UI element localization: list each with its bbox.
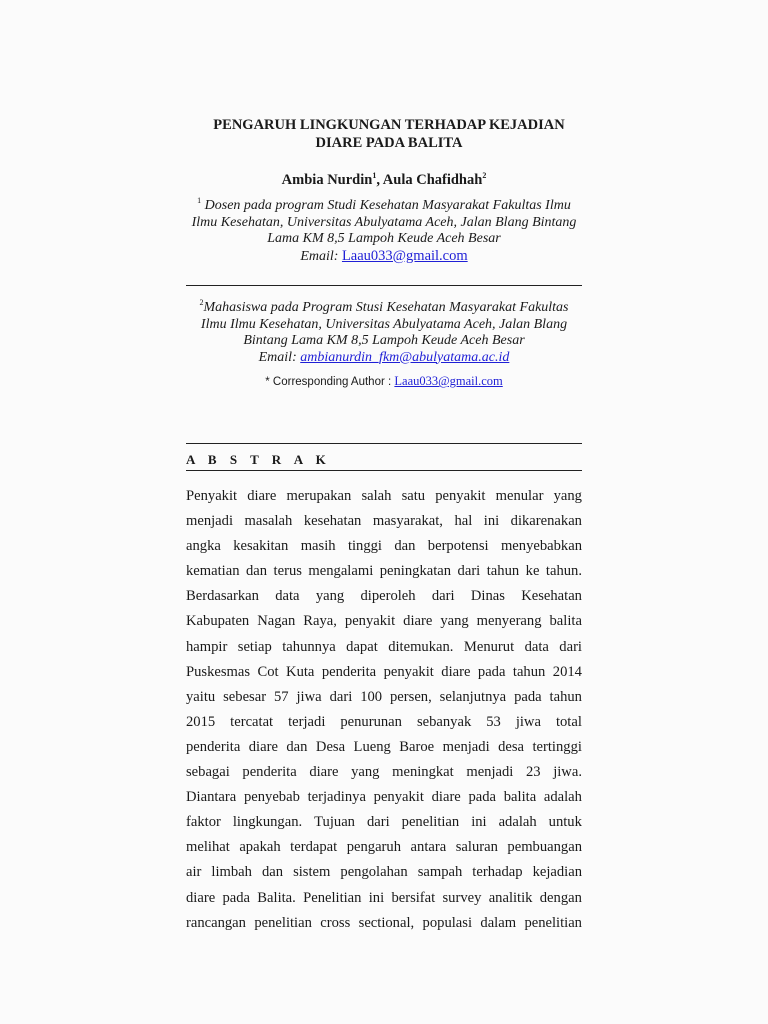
abstract-line: rancangan penelitian cross sectional, populasi dalam penelitian	[186, 914, 582, 931]
abstract-line: menjadi masalah kesehatan masyarakat, hal ini dikarenakan	[186, 513, 582, 530]
affiliation-2-email-link[interactable]: ambianurdin_fkm@abulyatama.ac.id	[300, 349, 510, 365]
divider-rule-1	[186, 285, 582, 286]
affiliation-2-line-3: Bintang Lama KM 8,5 Lampoh Keude Aceh Besar	[243, 333, 525, 348]
corresponding-author-label: * Corresponding Author :	[265, 376, 395, 388]
abstract-line: Penyakit diare merupakan salah satu penyakit menular yang	[186, 488, 582, 504]
affiliation-2	[186, 295, 582, 366]
abstract-line: Diantara penyebab terjadinya penyakit diare pada balita adalah	[186, 789, 582, 806]
abstract-line: 2015 tercatat terjadi penurunan sebanyak 53 jiwa total	[186, 713, 582, 730]
abstract-line: Kabupaten Nagan Raya, penyakit diare yang menyerang balita	[186, 613, 582, 630]
affiliation-2-line-1: Mahasiswa pada Program Stusi Kesehatan Masyarakat Fakultas	[203, 300, 569, 315]
author-1: Ambia Nurdin	[281, 172, 373, 188]
abstract-line: penderita diare dan Desa Lueng Baroe menjadi desa tertinggi	[186, 738, 582, 755]
divider-rule-3	[186, 470, 582, 471]
abstract-heading: A B S T R A K	[186, 452, 331, 467]
title-line-1: PENGARUH LINGKUNGAN TERHADAP KEJADIAN	[213, 117, 565, 133]
abstract-line: Puskesmas Cot Kuta penderita penyakit diare pada tahun 2014	[186, 663, 582, 680]
author-separator: ,	[376, 172, 383, 188]
abstract-line: diare pada Balita. Penelitian ini bersifat survey analitik dengan	[186, 889, 582, 906]
author-1-sup: 1	[372, 171, 377, 180]
affiliation-1-line-2: Ilmu Kesehatan, Universitas Abulyatama Aceh, Jalan Blang Bintang	[191, 214, 577, 230]
abstract-line: faktor lingkungan. Tujuan dari penelitian ini adalah untuk	[186, 814, 582, 831]
corresponding-author-email-link[interactable]: Laau033@gmail.com	[394, 374, 503, 388]
affiliation-1-line-1: Dosen pada program Studi Kesehatan Masyarakat Fakultas Ilmu	[204, 198, 571, 213]
author-2-sup: 2	[482, 171, 487, 180]
abstract-line: yaitu sebesar 57 jiwa dari 100 persen, selanjutnya pada tahun	[186, 688, 582, 705]
abstract-body	[186, 484, 582, 936]
affiliation-1-sup: 1	[197, 196, 202, 205]
author-2: Aula Chafidhah	[382, 172, 483, 188]
abstract-line: air limbah dan sistem pengolahan sampah terhadap kejadian	[186, 864, 582, 881]
divider-rule-2	[186, 443, 582, 444]
paper-title	[186, 116, 592, 152]
affiliation-1-email-link[interactable]: Laau033@gmail.com	[341, 247, 468, 264]
abstract-line: sebagai penderita diare yang meningkat menjadi 23 jiwa.	[186, 764, 582, 781]
abstract-line: hampir setiap tahunnya dapat ditemukan. Menurut data dari	[186, 638, 582, 655]
author-list	[186, 167, 582, 189]
corresponding-author	[186, 374, 582, 390]
abstract-line: melihat apakah terdapat pengaruh antara saluran pembuangan	[186, 839, 582, 856]
affiliation-2-line-2: Ilmu Ilmu Kesehatan, Universitas Abulyatama Aceh, Jalan Blang	[200, 316, 568, 332]
affiliation-2-sup: 2	[199, 298, 204, 307]
abstract-line: angka kesakitan masih tinggi dan berpotensi menyebabkan	[186, 538, 582, 555]
title-line-2: DIARE PADA BALITA	[315, 135, 463, 151]
affiliation-1-email-label: Email:	[300, 248, 342, 264]
affiliation-1-line-3: Lama KM 8,5 Lampoh Keude Aceh Besar	[267, 231, 501, 246]
abstract-line: kematian dan terus mengalami peningkatan dari tahun ke tahun.	[186, 563, 582, 580]
affiliation-2-email-label: Email:	[258, 349, 301, 365]
abstract-line: Berdasarkan data yang diperoleh dari Dinas Kesehatan	[186, 588, 582, 605]
affiliation-1	[186, 193, 582, 265]
